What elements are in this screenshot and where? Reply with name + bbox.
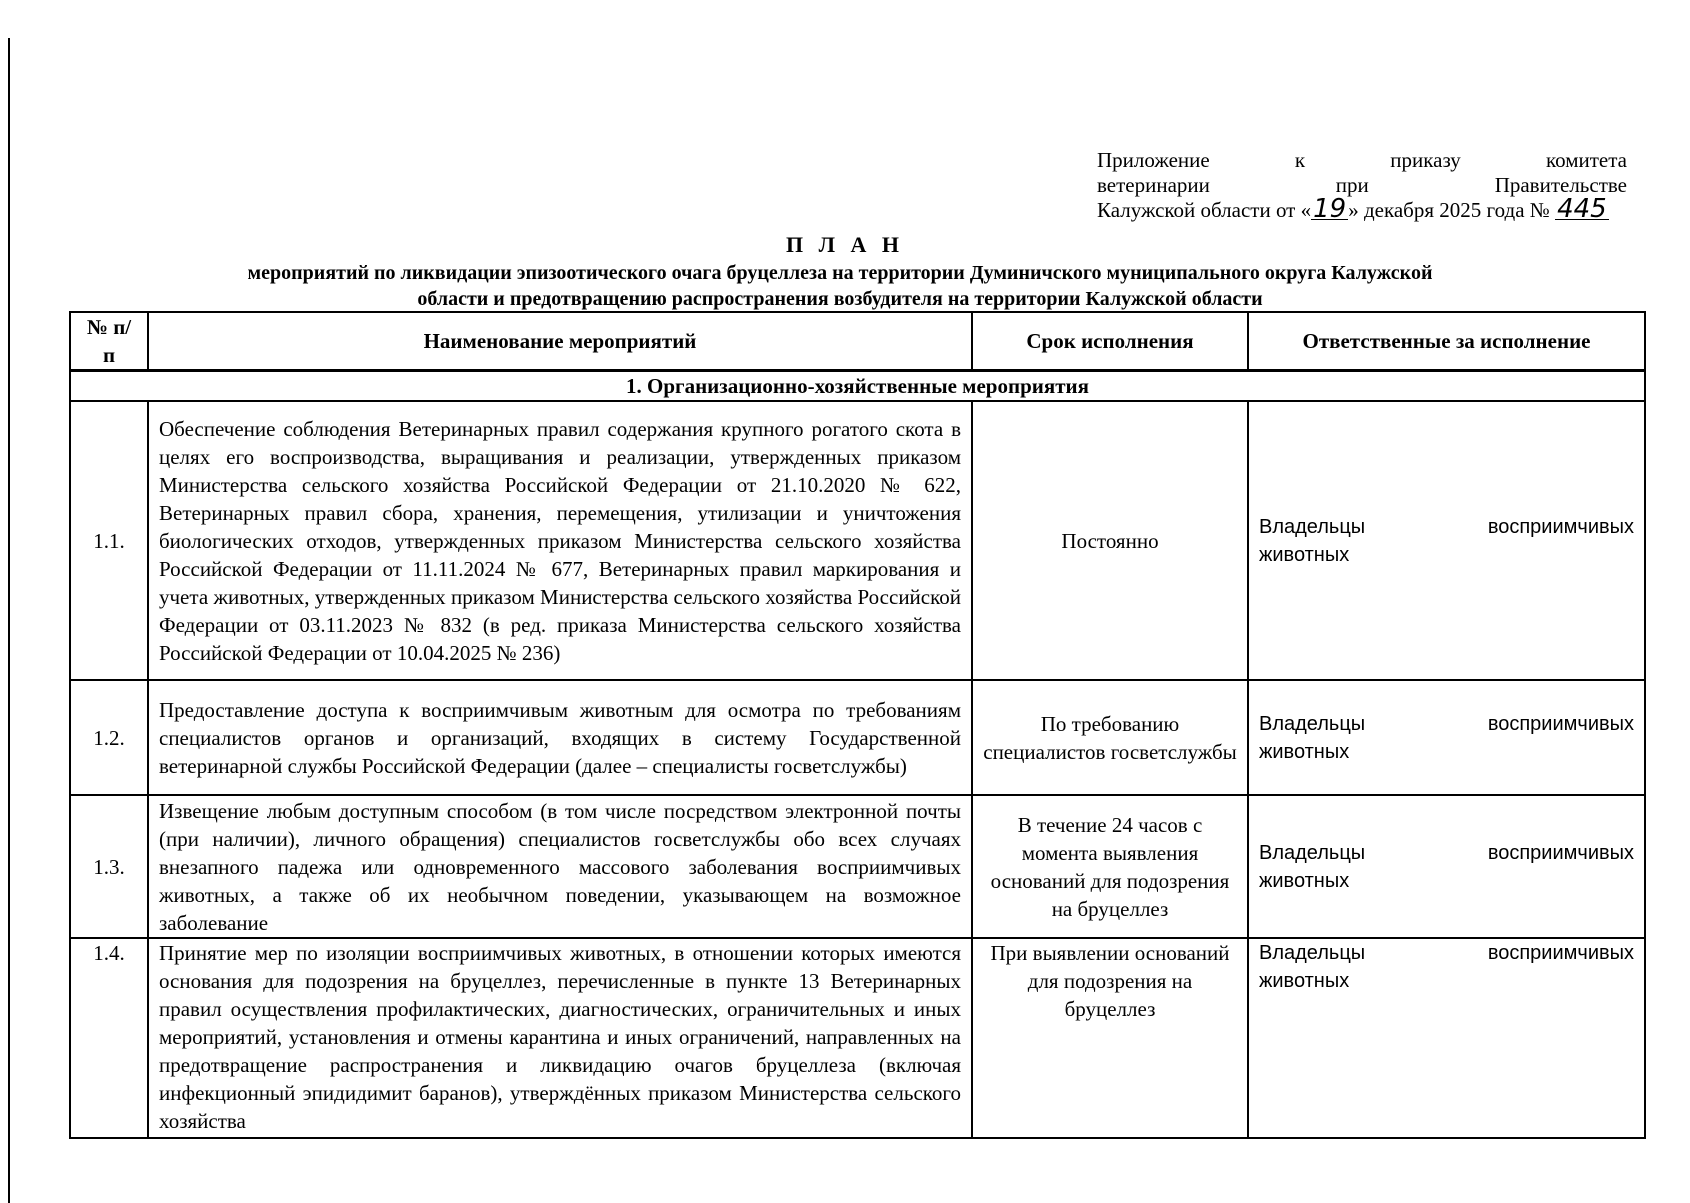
row-resp-line-2: животных xyxy=(1259,869,1350,892)
row-resp xyxy=(1248,795,1645,938)
table-row xyxy=(70,938,1645,1138)
row-resp xyxy=(1248,680,1645,795)
row-desc: Обеспечение соблюдения Ветеринарных правил содержания крупного рогатого скота в целях его воспроизводства, выращивания и реализации, утвержденных приказом Министерства сельского хозяйства Российской Федерации от 21.10.2020 № 622, Ветеринарных правил сбора, хранения, перемещения, утилизации и уничтожения биологических отходов, утвержденных приказом Министерства сельского хозяйства Российской Федерации от 11.11.2024 № 677, Ветеринарных правил маркирования и учета животных, утвержденных приказом Министерства сельского хозяйства Российской Федерации от 03.11.2023 № 832 (в ред. приказа Министерства сельского хозяйства Российской Федерации от 10.04.2025 № 236) xyxy=(148,401,972,680)
row-resp xyxy=(1248,938,1645,1138)
header-num: № п/п xyxy=(70,312,148,371)
appendix-line-1: Приложение к приказу комитета xyxy=(1097,148,1627,172)
appendix-line-3 xyxy=(1097,194,1627,224)
row-resp-line-1: Владельцы восприимчивых xyxy=(1259,515,1634,538)
row-desc: Извещение любым доступным способом (в том числе посредством электронной почты (при наличии), личного обращения) специалистов госветслужбы обо всех случаях внезапного падежа или одновременного массового заболевания восприимчивых животных, а также об их необычном поведении, указывающем на возможное заболевание xyxy=(148,795,972,938)
table-row xyxy=(70,680,1645,795)
table-row xyxy=(70,795,1645,938)
plan-subtitle xyxy=(100,260,1580,312)
row-desc: Предоставление доступа к восприимчивым животным для осмотра по требованиям специалистов органов и организаций, входящих в систему Государственной ветеринарной службы Российской Федерации (далее – специалисты госветслужбы) xyxy=(148,680,972,795)
appendix-line-2: ветеринарии при Правительстве xyxy=(1097,173,1627,197)
row-num: 1.4. xyxy=(70,938,148,1138)
row-num: 1.3. xyxy=(70,795,148,938)
plan-subtitle-line-2: области и предотвращению распространения возбудителя на территории Калужской области xyxy=(417,288,1263,310)
plan-subtitle-line-1: мероприятий по ликвидации эпизоотического очага бруцеллеза на территории Думиничского муниципального округа Калужской xyxy=(247,262,1433,284)
table-header-row xyxy=(70,312,1645,371)
row-num: 1.1. xyxy=(70,401,148,680)
plan-table xyxy=(69,311,1646,1139)
row-term: Постоянно xyxy=(972,401,1248,680)
appendix-date-prefix: Калужской области от « xyxy=(1097,198,1312,222)
row-resp-line-1: Владельцы восприимчивых xyxy=(1259,841,1634,864)
appendix-date-middle: » декабря 2025 года № xyxy=(1348,198,1550,222)
section-row xyxy=(70,371,1645,402)
row-resp-line-1: Владельцы восприимчивых xyxy=(1259,712,1634,735)
section-title: 1. Организационно-хозяйственные мероприятия xyxy=(70,371,1645,402)
row-resp-line-2: животных xyxy=(1259,740,1350,763)
header-resp: Ответственные за исполнение xyxy=(1248,312,1645,371)
header-name: Наименование мероприятий xyxy=(148,312,972,371)
handwritten-order-number: 445 xyxy=(1557,194,1607,224)
row-resp-line-2: животных xyxy=(1259,543,1350,566)
row-term: При выявлении оснований для подозрения на бруцеллез xyxy=(972,938,1248,1138)
plan-title: П Л А Н xyxy=(785,232,904,257)
row-term: По требованию специалистов госветслужбы xyxy=(972,680,1248,795)
header-term: Срок исполнения xyxy=(972,312,1248,371)
row-desc: Принятие мер по изоляции восприимчивых животных, в отношении которых имеются основания для подозрения на бруцеллез, перечисленные в пункте 13 Ветеринарных правил осуществления профилактических, диагностических, ограничительных и иных мероприятий, установления и отмены карантина и иных ограничений, направленных на предотвращение распространения и ликвидацию очагов бруцеллеза (включая инфекционный эпидидимит баранов), утверждённых приказом Министерства сельского хозяйства xyxy=(148,938,972,1138)
row-resp-line-2: животных xyxy=(1259,970,1350,992)
row-num: 1.2. xyxy=(70,680,148,795)
margin-line xyxy=(8,38,10,1203)
row-resp-line-1: Владельцы восприимчивых xyxy=(1259,942,1634,964)
row-resp xyxy=(1248,401,1645,680)
appendix-block xyxy=(1097,148,1627,223)
handwritten-day: 19 xyxy=(1313,194,1347,224)
table-row xyxy=(70,401,1645,680)
row-term: В течение 24 часов с момента выявления оснований для подозрения на бруцеллез xyxy=(972,795,1248,938)
